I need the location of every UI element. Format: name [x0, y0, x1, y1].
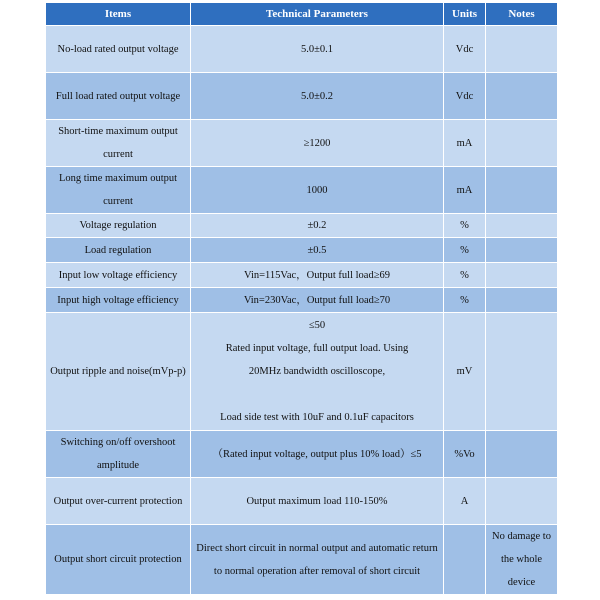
- param-line: ≤50: [308, 320, 326, 331]
- param-line: Load side test with 10uF and 0.1uF capacitors: [220, 412, 414, 423]
- item-cell: Long time maximum output current: [46, 167, 191, 214]
- param-cell: 5.0±0.2: [191, 73, 444, 120]
- param-cell: [191, 313, 444, 431]
- item-cell: Short-time maximum output current: [46, 120, 191, 167]
- unit-cell: A: [444, 478, 486, 525]
- param-cell: ≥1200: [191, 120, 444, 167]
- note-cell: [486, 263, 558, 288]
- header-notes: Notes: [486, 3, 558, 26]
- unit-cell: Vdc: [444, 26, 486, 73]
- table-row: [46, 288, 558, 313]
- note-cell: No damage to the whole device: [486, 525, 558, 595]
- note-cell: [486, 120, 558, 167]
- param-line: [195, 383, 439, 406]
- note-cell: [486, 238, 558, 263]
- table-row: [46, 214, 558, 238]
- note-cell: [486, 73, 558, 120]
- item-cell: Input high voltage efficiency: [46, 288, 191, 313]
- param-line: 20MHz bandwidth oscilloscope,: [248, 366, 386, 377]
- param-cell: ±0.5: [191, 238, 444, 263]
- note-cell: [486, 26, 558, 73]
- table-row: [46, 478, 558, 525]
- unit-cell: %Vo: [444, 431, 486, 478]
- unit-cell: %: [444, 263, 486, 288]
- note-cell: [486, 431, 558, 478]
- unit-cell: [444, 525, 486, 595]
- table-row: [46, 525, 558, 595]
- item-cell: Output over-current protection: [46, 478, 191, 525]
- param-cell: Vin=230Vac，Output full load≥70: [191, 288, 444, 313]
- param-cell: Output maximum load 110-150%: [191, 478, 444, 525]
- table-row: [46, 167, 558, 214]
- header-row: [46, 3, 558, 26]
- item-cell: Voltage regulation: [46, 214, 191, 238]
- item-cell: Full load rated output voltage: [46, 73, 191, 120]
- unit-cell: mV: [444, 313, 486, 431]
- unit-cell: %: [444, 288, 486, 313]
- spec-table: [45, 2, 558, 595]
- table-row: [46, 26, 558, 73]
- table-row: [46, 263, 558, 288]
- table-row: [46, 313, 558, 431]
- param-cell: Direct short circuit in normal output and automatic return to normal operation after removal of short circuit: [191, 525, 444, 595]
- param-cell: 5.0±0.1: [191, 26, 444, 73]
- item-cell: Input low voltage efficiency: [46, 263, 191, 288]
- item-cell: Load regulation: [46, 238, 191, 263]
- table-row: [46, 73, 558, 120]
- note-cell: [486, 478, 558, 525]
- unit-cell: Vdc: [444, 73, 486, 120]
- item-cell: No-load rated output voltage: [46, 26, 191, 73]
- unit-cell: %: [444, 238, 486, 263]
- param-cell: Vin=115Vac，Output full load≥69: [191, 263, 444, 288]
- unit-cell: mA: [444, 120, 486, 167]
- item-cell: Switching on/off overshoot amplitude: [46, 431, 191, 478]
- header-items: Items: [46, 3, 191, 26]
- item-cell: Output short circuit protection: [46, 525, 191, 595]
- note-cell: [486, 288, 558, 313]
- table-row: [46, 238, 558, 263]
- unit-cell: mA: [444, 167, 486, 214]
- header-technical-parameters: Technical Parameters: [191, 3, 444, 26]
- table-row: [46, 120, 558, 167]
- note-cell: [486, 167, 558, 214]
- item-cell: Output ripple and noise(mVp-p): [46, 313, 191, 431]
- note-cell: [486, 313, 558, 431]
- note-cell: [486, 214, 558, 238]
- param-cell: （Rated input voltage, output plus 10% load）≤5: [191, 431, 444, 478]
- param-cell: ±0.2: [191, 214, 444, 238]
- unit-cell: %: [444, 214, 486, 238]
- param-line: Rated input voltage, full output load. Using: [225, 343, 409, 354]
- table-row: [46, 431, 558, 478]
- header-units: Units: [444, 3, 486, 26]
- param-cell: 1000: [191, 167, 444, 214]
